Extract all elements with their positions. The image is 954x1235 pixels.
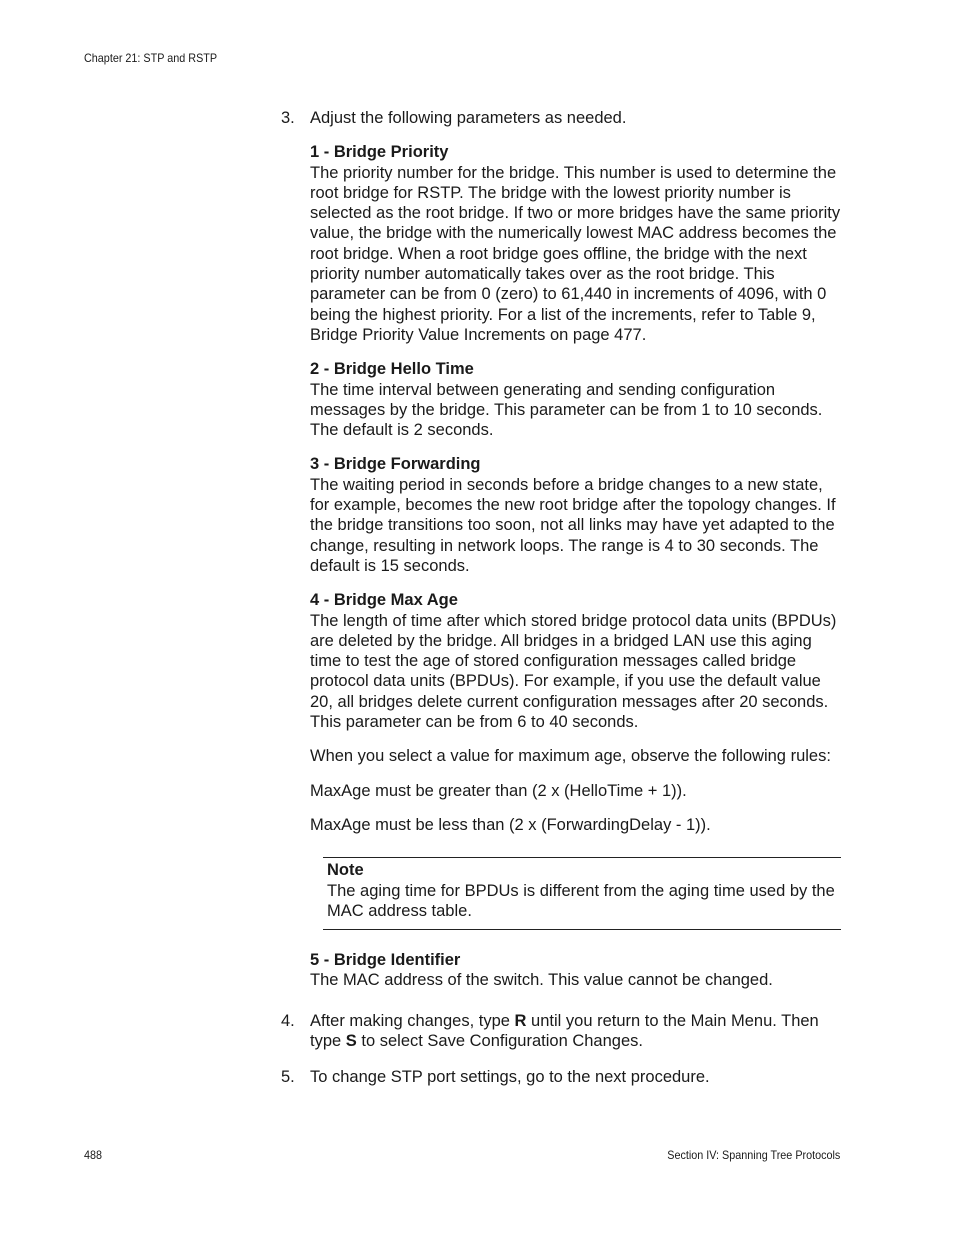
note-box [323,857,841,930]
param-bridge-identifier [310,950,841,991]
param-heading: 2 - Bridge Hello Time [310,360,474,379]
step-text-part: until you return to the Main Menu. Then type [310,1011,819,1050]
max-age-rules-intro: When you select a value for maximum age, observe the following rules: [310,747,831,766]
note-title: Note [327,861,364,880]
max-age-rule-1: MaxAge must be greater than (2 x (HelloTime + 1)). [310,781,687,800]
note-body: The aging time for BPDUs is different from the aging time used by the MAC address table. [327,881,835,920]
step-text-part: After making changes, type [310,1011,515,1030]
param-heading: 4 - Bridge Max Age [310,591,458,610]
param-heading: 1 - Bridge Priority [310,143,449,162]
step-4 [281,1011,841,1052]
param-description: The waiting period in seconds before a bridge changes to a new state, for example, becomes the new root bridge after the topology changes. If the bridge transitions too soon, not all links may have yet adapted to the change, resulting in network loops. The range is 4 to 30 seconds. The default is 15 seconds. [310,475,836,575]
max-age-rule-2: MaxAge must be less than (2 x (ForwardingDelay - 1)). [310,815,711,834]
page-content [281,108,841,1102]
param-description: The priority number for the bridge. This number is used to determine the root bridge for RSTP. The bridge with the lowest priority number is selected as the root bridge. If two or more bridges have the same priority value, the bridge with the numerically lowest MAC address becomes the root bridge. When a root bridge goes offline, the bridge with the next priority number automatically takes over as the root bridge. This parameter can be from 0 (zero) to 61,440 in increments of 4096, with 0 being the highest priority. For a list of the increments, refer to Table 9, Bridge Priority Value Increments on page 477. [310,163,841,344]
param-description: The time interval between generating and sending configuration messages by the bridge. This parameter can be from 1 to 10 seconds. The default is 2 seconds. [310,380,823,440]
step-text-part: to select Save Configuration Changes. [356,1031,643,1050]
param-heading: 3 - Bridge Forwarding [310,455,481,474]
param-bridge-hello-time [310,359,841,440]
running-head: Chapter 21: STP and RSTP [84,51,218,65]
param-bridge-forwarding [310,454,841,576]
page-number: 488 [84,1148,103,1162]
step-number: 3. [281,109,295,127]
key-r: R [514,1011,527,1030]
step-text [310,1012,819,1050]
step-number: 5. [281,1068,295,1087]
param-bridge-max-age [310,590,841,732]
section-title: Section IV: Spanning Tree Protocols [666,1148,840,1162]
step-text: To change STP port settings, go to the next procedure. [310,1068,710,1087]
param-description: The length of time after which stored bridge protocol data units (BPDUs) are deleted by the bridge. All bridges in a bridged LAN use this aging time to test the age of stored configuration messages called bridge protocol data units (BPDUs). For example, if you use the default value 20, all bridges delete current configuration messages after 20 seconds. This parameter can be from 6 to 40 seconds. [310,611,837,732]
param-heading: 5 - Bridge Identifier [310,951,461,970]
step-3 [281,108,841,128]
key-s: S [345,1031,357,1050]
param-description: The MAC address of the switch. This value cannot be changed. [310,971,773,990]
step-5 [281,1067,841,1087]
step-number: 4. [281,1011,295,1030]
param-bridge-priority [310,142,841,345]
step-text: Adjust the following parameters as needed. [310,109,627,127]
